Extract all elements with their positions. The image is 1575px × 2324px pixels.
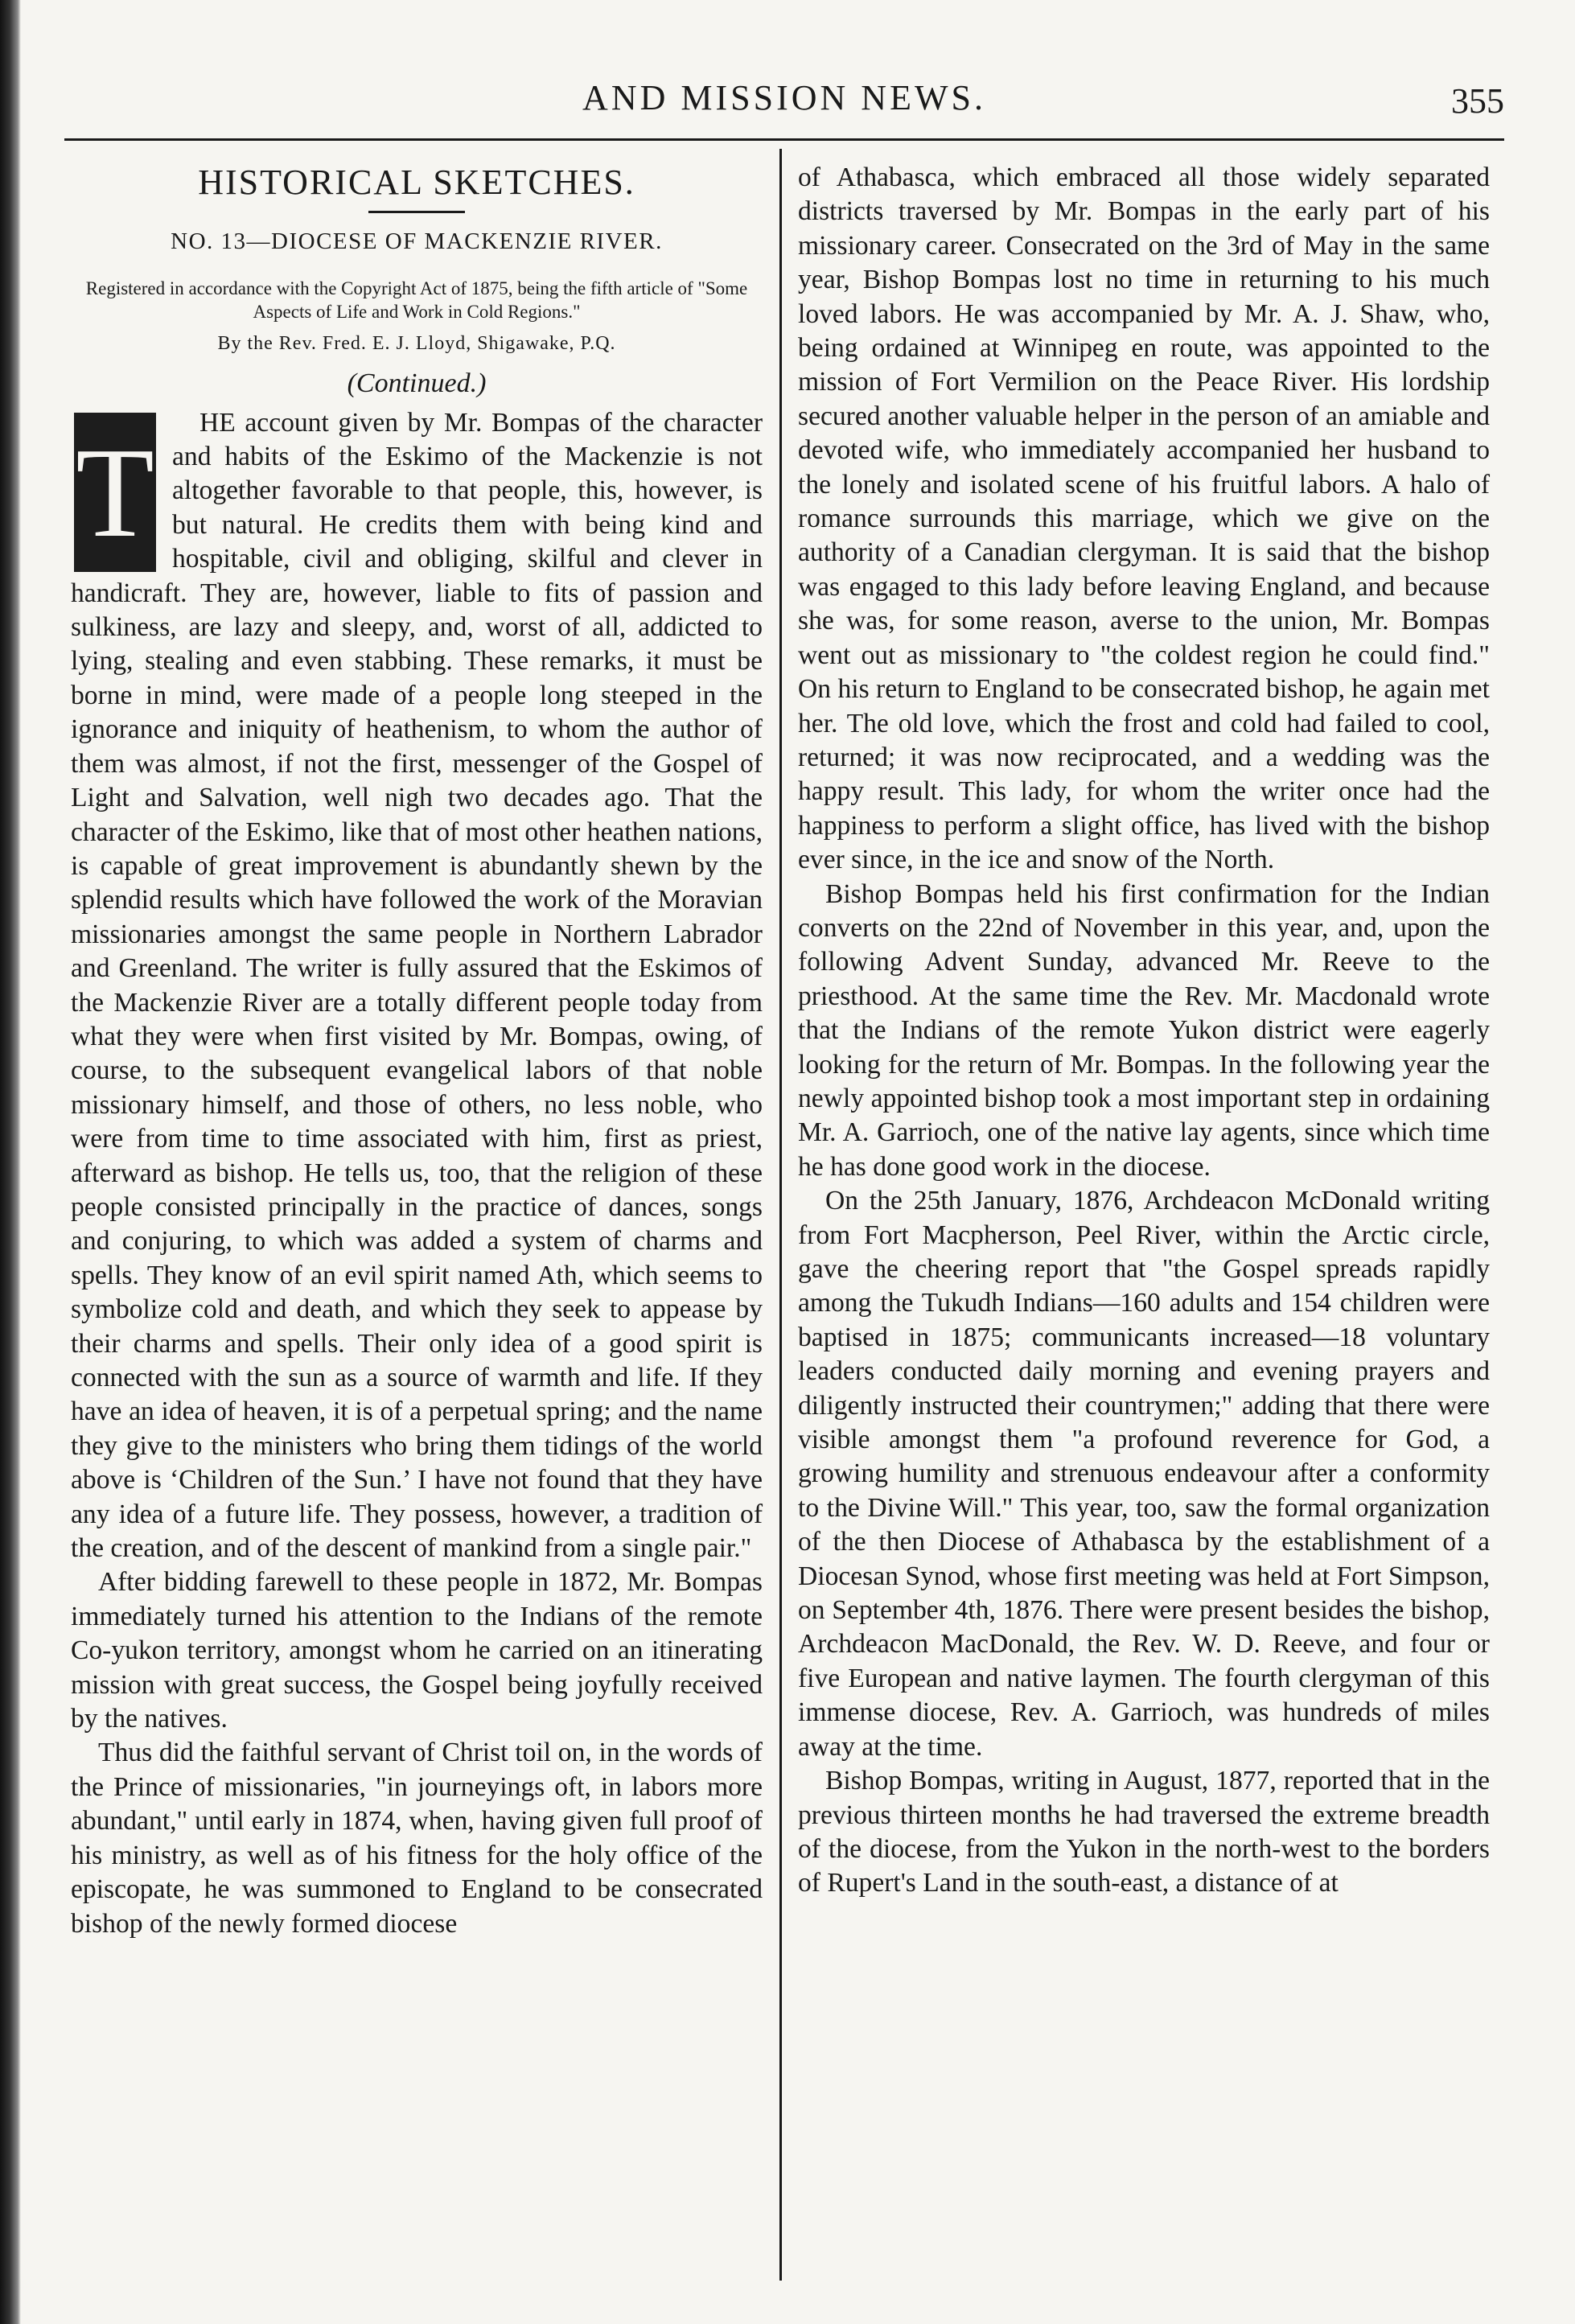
page-header (64, 71, 1504, 143)
paragraph: On the 25th January, 1876, Archdeacon McDonald writing from Fort Macpherson, Peel River, within the Arctic circle, gave the cheering report that "the Gospel spreads rapidly among the Tukudh Indians—160 adults and 154 children were baptised in 1875; communicants increased—18 voluntary leaders conducted daily morning and evening prayers and diligently instructed their countrymen;" adding that there were visible amongst them "a profound reverence for God, a growing humility and strenuous endeavour after a conformity to the Divine Will." This year, too, saw the formal organization of the then Diocese of Athabasca by the establishment of a Diocesan Synod, whose first meeting was held at Fort Simpson, on September 4th, 1876. There were present besides the bishop, Archdeacon MacDonald, the Rev. W. D. Reeve, and four or five European and native laymen. The fourth clergyman of this immense diocese, Rev. A. Garrioch, was hundreds of miles away at the time. (798, 1186, 1490, 1762)
article-title: HISTORICAL SKETCHES. (71, 166, 763, 213)
paragraph: Bishop Bompas, writing in August, 1877, reported that in the previous thirteen months he had traversed the extreme breadth of the diocese, from the Yukon in the north-west to the borders of Rupert's Land in the south-east, a distance of at (798, 1766, 1490, 1898)
drop-cap-initial: T (71, 409, 159, 575)
continued-note: (Continued.) (347, 368, 487, 399)
running-title: AND MISSION NEWS. (582, 78, 986, 117)
right-column (798, 161, 1490, 1901)
paragraph: After bidding farewell to these people in 1872, Mr. Bompas immediately turned his attention to the Indians of the remote Co-yukon territory, amongst whom he carried on an itinerating mission with great success, the Gospel being joyfully received by the natives. (71, 1567, 763, 1734)
article-subtitle: NO. 13—DIOCESE OF MACKENZIE RIVER. (171, 228, 663, 255)
header-rule (64, 138, 1504, 141)
author-byline: By the Rev. Fred. E. J. Lloyd, Shigawake, P.Q. (217, 332, 616, 354)
page-number: 355 (1451, 81, 1504, 121)
copyright-notice: Registered in accordance with the Copyright Act of 1875, being the fifth article of "Some Aspects of Life and Work in Cold Regions." (85, 278, 748, 322)
paragraph: of Athabasca, which embraced all those widely separated districts traversed by Mr. Bompas in the early part of his missionary career. Consecrated on the 3rd of May in the same year, Bishop Bompas lost no time in returning to his much loved labors. He was accompanied by Mr. A. J. Shaw, who, being ordained at Winnipeg en route, was appointed to the mission of Fort Vermilion on the Peace River. His lordship secured another valuable helper in the person of an amiable and devoted wife, who immediately accompanied her husband to the lonely and isolated scene of his fruitful labors. A halo of romance surrounds this marriage, which we give on the authority of a Canadian clergyman. It is said that the bishop was engaged to this lady before leaving England, and because she was, for some reason, averse to the union, Mr. Bompas went out as missionary to "the coldest region he could find." On his return to England to be consecrated bishop, he again met her. The old love, which the frost and cold had failed to cool, returned; it was now reciprocated, and a wedding was the happy result. This lady, for whom the writer once had the happiness to perform a slight office, has lived with the bishop ever since, in the ice and snow of the North. (798, 162, 1490, 875)
column-divider (779, 149, 782, 2281)
book-spine-shadow (0, 0, 21, 2324)
paragraph: HE account given by Mr. Bompas of the character and habits of the Eskimo of the Mackenzie is not altogether favorable to that people, this, however, is but natural. He credits them with being kind and hospitable, civil and obliging, skilful and clever in handicraft. They are, however, liable to fits of passion and sulkiness, are lazy and sleepy, and, worst of all, addicted to lying, stealing and even stabbing. These remarks, it must be borne in mind, were made of a people long steeped in the ignorance and iniquity of heathenism, to whom the author of them was almost, if not the first, messenger of the Gospel of Light and Salvation, well nigh two decades ago. That the character of the Eskimo, like that of most other heathen nations, is capable of great improvement is abundantly shewn by the splendid results which have followed the work of the Moravian missionaries amongst the same people in Northern Labrador and Greenland. The writer is fully assured that the Eskimos of the Mackenzie River are a totally different people today from what they were when first visited by Mr. Bompas, owing, of course, to the subsequent evangelical labors of that noble missionary himself, and those of others, no less noble, who were from time to time associated with him, first as priest, afterward as bishop. He tells us, too, that the religion of these people consisted principally in the practice of dances, songs and conjuring, to which was added a system of charms and spells. They know of an evil spirit named Ath, which seems to symbolize cold and death, and which they seek to appease by their charms and spells. Their only idea of a good spirit is connected with the sun as a source of warmth and life. If they have an idea of heaven, it is of a perpetual spring; and the name they give to the ministers who bring them tidings of the world above is ‘Children of the Sun.’ I have not found that they have any idea of a future life. They possess, however, a tradition of the creation, and of the descent of mankind from a single pair." (71, 407, 763, 1564)
left-column (71, 161, 763, 1941)
paragraph: Thus did the faithful servant of Christ toil on, in the words of the Prince of missionaries, "in journeyings oft, in labors more abundant," until early in 1874, when, having given full proof of his ministry, as well as of his fitness for the holy office of the episcopate, he was summoned to England to be consecrated bishop of the newly formed diocese (71, 1738, 763, 1939)
paragraph: Bishop Bompas held his first confirmation for the Indian converts on the 22nd of November in this year, and, upon the following Advent Sunday, advanced Mr. Reeve to the priesthood. At the same time the Rev. Mr. Macdonald wrote that the Indians of the remote Yukon district were eagerly looking for the return of Mr. Bompas. In the following year the newly appointed bishop took a most important step in ordaining Mr. A. Garrioch, one of the native lay agents, since which time he has done good work in the diocese. (798, 878, 1490, 1182)
